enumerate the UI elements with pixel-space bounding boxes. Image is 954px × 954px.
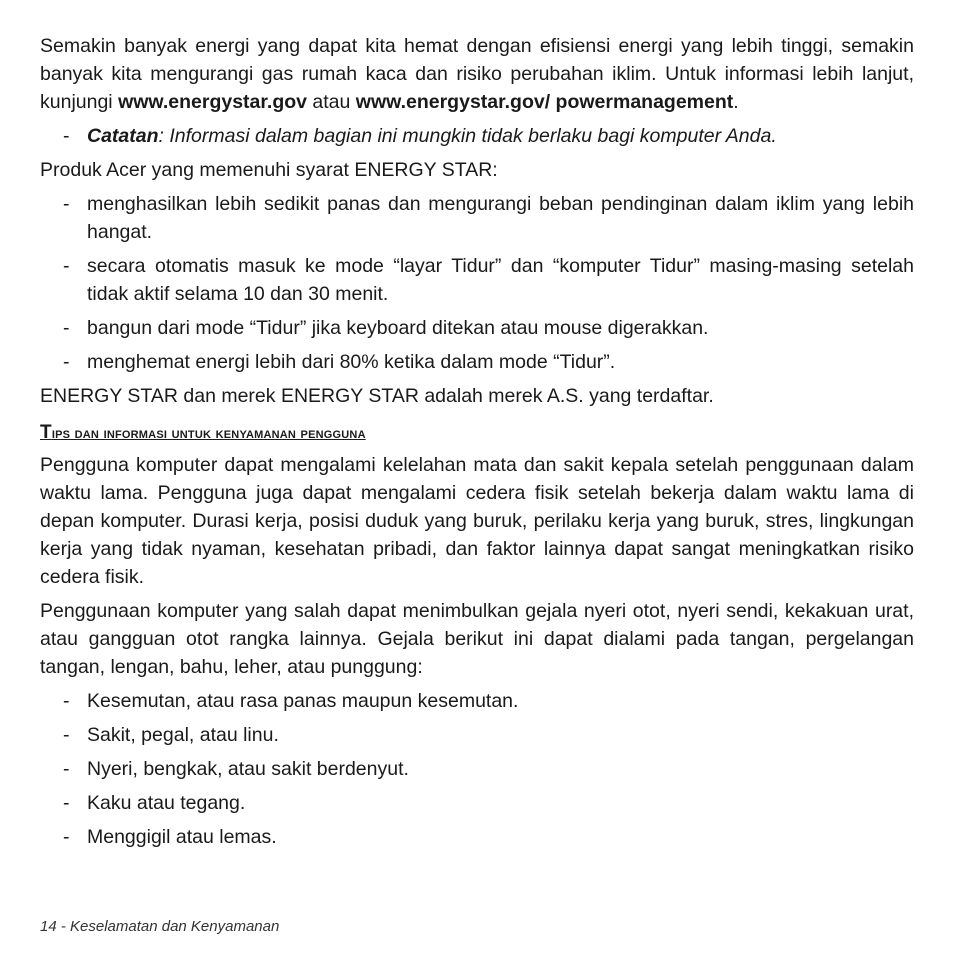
list-dash: - <box>63 255 70 277</box>
intro-paragraph <box>40 32 914 116</box>
comfort-paragraph-1: Pengguna komputer dapat mengalami kelelahan mata dan sakit kepala setelah penggunaan dalam waktu lama. Pengguna juga dapat mengalami cedera fisik setelah bekerja dalam waktu lama di depan komputer. Durasi kerja, posisi duduk yang buruk, perilaku kerja yang buruk, stres, lingkungan kerja yang tidak nyaman, kesehatan pribadi, dan faktor lainnya dapat sangat meningkatkan risiko cedera fisik. <box>40 454 914 588</box>
list-item-text: Kaku atau tegang. <box>87 792 246 814</box>
list-item <box>40 348 914 376</box>
page-footer: 14 - Keselamatan dan Kenyamanan <box>40 918 280 935</box>
note-dash: - <box>63 125 70 147</box>
section-heading-initial: T <box>40 422 52 443</box>
list-item-text: Kesemutan, atau rasa panas maupun kesemutan. <box>87 690 519 712</box>
list-item-text: bangun dari mode “Tidur” jika keyboard ditekan atau mouse digerakkan. <box>87 317 709 339</box>
products-intro: Produk Acer yang memenuhi syarat ENERGY STAR: <box>40 159 498 181</box>
products-list <box>40 190 914 376</box>
list-dash: - <box>63 351 70 373</box>
list-item <box>40 823 914 851</box>
list-dash: - <box>63 758 70 780</box>
list-item-text: Sakit, pegal, atau linu. <box>87 724 279 746</box>
list-item <box>40 190 914 246</box>
list-dash: - <box>63 724 70 746</box>
list-dash: - <box>63 317 70 339</box>
section-heading-text: ips dan informasi untuk kenyamanan pengguna <box>51 425 366 442</box>
list-item-text: menghasilkan lebih sedikit panas dan mengurangi beban pendinginan dalam iklim yang lebih hangat. <box>87 193 914 243</box>
list-item <box>40 314 914 342</box>
list-item-text: Nyeri, bengkak, atau sakit berdenyut. <box>87 758 409 780</box>
list-item <box>40 721 914 749</box>
note <box>40 122 914 150</box>
note-text: : Informasi dalam bagian ini mungkin tidak berlaku bagi komputer Anda. <box>158 125 777 147</box>
note-label: Catatan <box>87 125 159 147</box>
list-item <box>40 789 914 817</box>
powermanagement-link: www.energystar.gov/ powermanagement <box>355 91 734 113</box>
symptoms-list <box>40 687 914 851</box>
document-page <box>40 32 914 857</box>
list-item-text: secara otomatis masuk ke mode “layar Tidur” dan “komputer Tidur” masing-masing setelah tidak aktif selama 10 dan 30 menit. <box>87 255 914 305</box>
list-item <box>40 687 914 715</box>
list-item-text: Menggigil atau lemas. <box>87 826 277 848</box>
intro-text-mid: atau <box>307 91 356 113</box>
list-dash: - <box>63 690 70 712</box>
energystar-link: www.energystar.gov <box>118 91 307 113</box>
list-item <box>40 252 914 308</box>
list-dash: - <box>63 792 70 814</box>
list-item <box>40 755 914 783</box>
trademark-paragraph: ENERGY STAR dan merek ENERGY STAR adalah merek A.S. yang terdaftar. <box>40 385 714 407</box>
comfort-paragraph-2: Penggunaan komputer yang salah dapat menimbulkan gejala nyeri otot, nyeri sendi, kekakuan urat, atau gangguan otot rangka lainnya. Gejala berikut ini dapat dialami pada tangan, pergelangan tangan, lengan, bahu, leher, atau punggung: <box>40 600 914 678</box>
section-heading <box>40 422 914 445</box>
list-dash: - <box>63 826 70 848</box>
list-dash: - <box>63 193 70 215</box>
list-item-text: menghemat energi lebih dari 80% ketika dalam mode “Tidur”. <box>87 351 616 373</box>
intro-text: Semakin banyak energi yang dapat kita hemat dengan efisiensi energi yang lebih tinggi, semakin banyak kita mengurangi gas rumah kaca dan risiko perubahan iklim. Untuk informasi lebih lanjut, kunjungi <box>40 35 914 113</box>
intro-text-end: . <box>733 91 739 113</box>
